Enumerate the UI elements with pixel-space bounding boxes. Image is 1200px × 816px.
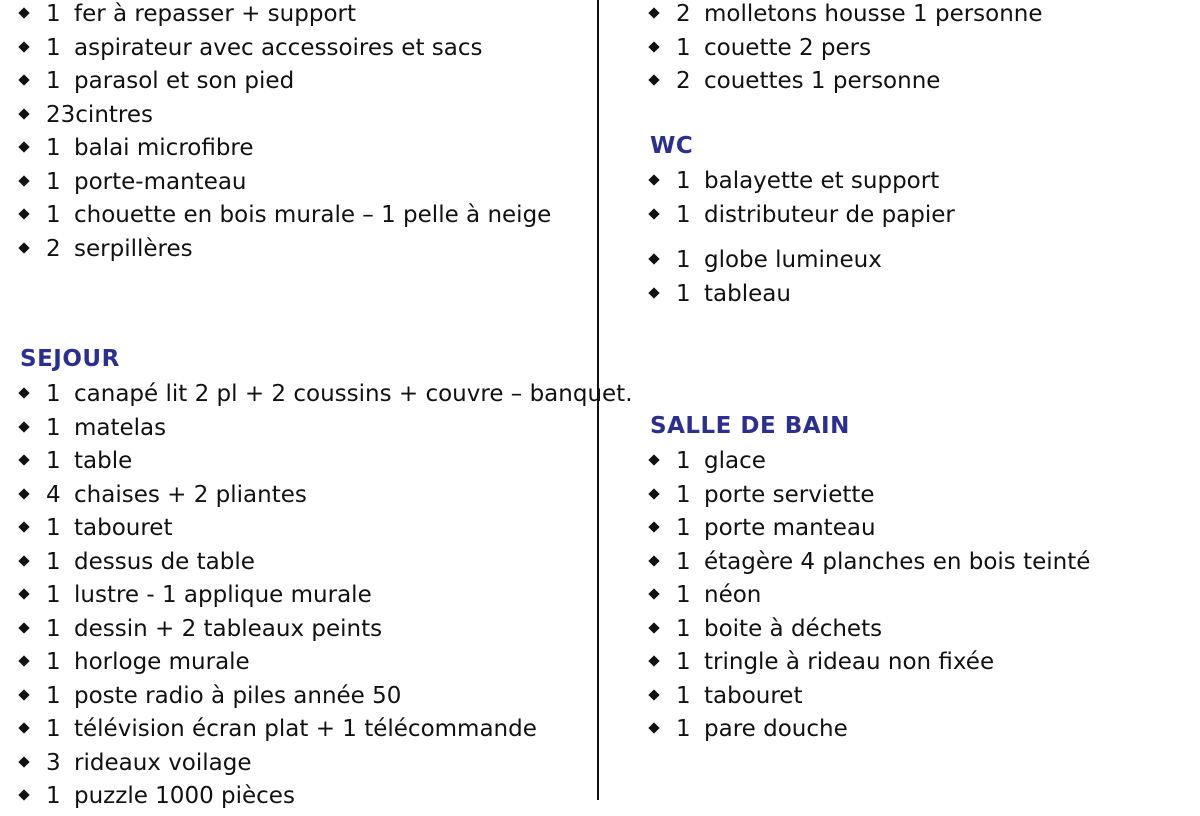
item-label: canapé lit 2 pl + 2 coussins + couvre – banquet. [74,381,633,407]
wc-list-part2 [650,246,882,313]
list-item [650,447,1090,481]
item-label: tableau [704,280,791,307]
item-label: dessus de table [74,548,255,575]
item-label: étagère 4 planches en bois teinté [704,548,1091,575]
item-quantity: 1 [46,716,61,742]
item-label: balai microfibre [74,135,254,161]
list-item [20,514,633,548]
list-item [20,0,551,34]
diamond-bullet-icon [18,41,29,52]
list-item [650,67,1043,101]
diamond-bullet-icon [648,588,659,599]
list-item [20,548,633,582]
list-item [650,715,1090,749]
item-label: couettes 1 personne [704,68,941,94]
diamond-bullet-icon [18,74,29,85]
diamond-bullet-icon [18,588,29,599]
item-quantity: 1 [46,168,61,195]
diamond-bullet-icon [648,622,659,633]
list-item [650,581,1090,615]
item-quantity: 2 [46,235,61,262]
item-label: tabouret [74,515,173,541]
item-quantity: 1 [676,682,691,709]
item-quantity: 1 [676,201,691,228]
item-quantity: 1 [46,548,61,575]
list-item [20,101,551,135]
list-item [650,514,1090,548]
item-quantity: 1 [46,448,61,474]
item-quantity: 1 [676,615,691,642]
diamond-bullet-icon [648,174,659,185]
section-heading-salle-de-bain: SALLE DE BAIN [650,413,850,439]
item-quantity: 1 [676,649,691,675]
diamond-bullet-icon [18,454,29,465]
item-quantity: 1 [676,716,691,742]
item-label: pare douche [704,716,848,742]
item-quantity: 1 [676,548,691,575]
diamond-bullet-icon [648,208,659,219]
diamond-bullet-icon [18,7,29,18]
item-label: boite à déchets [704,615,883,642]
item-label: chouette en bois murale – 1 pelle à neige [74,202,552,228]
diamond-bullet-icon [18,555,29,566]
section-heading-wc: WC [650,133,694,159]
item-label: glace [704,448,766,474]
item-label: table [74,448,133,474]
item-label: porte manteau [704,515,876,541]
diamond-bullet-icon [18,208,29,219]
item-quantity: 1 [46,202,61,228]
item-quantity: 1 [46,615,61,642]
item-quantity: 1 [46,68,61,94]
list-item [650,34,1043,68]
list-item [20,201,551,235]
diamond-bullet-icon [648,689,659,700]
item-quantity: 1 [46,135,61,161]
item-label: puzzle 1000 pièces [74,783,295,809]
item-quantity: 1 [46,582,61,608]
item-label: tringle à rideau non fixée [704,649,995,675]
left-top-list [20,0,551,268]
diamond-bullet-icon [18,622,29,633]
list-item [650,280,882,314]
diamond-bullet-icon [18,789,29,800]
list-item [20,67,551,101]
diamond-bullet-icon [18,756,29,767]
item-label: cintres [75,101,153,128]
list-item [650,201,955,235]
diamond-bullet-icon [648,655,659,666]
diamond-bullet-icon [18,521,29,532]
list-item [20,481,633,515]
item-quantity: 1 [676,582,691,608]
diamond-bullet-icon [648,555,659,566]
item-quantity: 1 [46,649,61,675]
diamond-bullet-icon [18,108,29,119]
list-item [20,414,633,448]
list-item [20,749,633,783]
item-quantity: 1 [676,448,691,474]
salle-de-bain-list [650,447,1090,749]
item-quantity: 2 [676,68,691,94]
list-item [20,34,551,68]
item-label: tabouret [704,682,803,709]
item-label: lustre - 1 applique murale [74,582,372,608]
item-quantity: 1 [676,481,691,508]
item-label: porte-manteau [74,168,247,195]
item-quantity: 1 [46,414,61,441]
item-label: rideaux voilage [74,749,252,776]
item-quantity: 1 [46,34,61,61]
item-label: aspirateur avec accessoires et sacs [74,34,483,61]
list-item [20,134,551,168]
diamond-bullet-icon [18,421,29,432]
diamond-bullet-icon [648,41,659,52]
list-item [20,168,551,202]
list-item [20,782,633,816]
item-quantity: 4 [46,481,61,508]
sejour-list [20,380,633,816]
section-heading-sejour: SEJOUR [20,346,120,372]
item-label: molletons housse 1 personne [704,1,1043,27]
diamond-bullet-icon [18,387,29,398]
list-item [650,246,882,280]
item-quantity: 1 [676,247,691,273]
item-quantity: 1 [676,168,691,194]
diamond-bullet-icon [18,242,29,253]
item-label: serpillères [74,235,193,262]
list-item [20,447,633,481]
diamond-bullet-icon [648,253,659,264]
diamond-bullet-icon [648,722,659,733]
item-quantity: 1 [676,280,691,307]
list-item [20,615,633,649]
wc-list-part1 [650,167,955,234]
list-item [20,648,633,682]
item-quantity: 1 [46,1,61,27]
diamond-bullet-icon [18,689,29,700]
list-item [20,581,633,615]
item-label: couette 2 pers [704,34,872,61]
item-label: parasol et son pied [74,68,295,94]
diamond-bullet-icon [648,7,659,18]
list-item [20,380,633,414]
list-item [650,481,1090,515]
item-quantity: 1 [676,515,691,541]
list-item [20,235,551,269]
diamond-bullet-icon [18,655,29,666]
item-label: porte serviette [704,481,875,508]
list-item [650,648,1090,682]
list-item [650,615,1090,649]
item-label: matelas [74,414,167,441]
item-quantity: 3 [46,749,61,776]
list-item [650,0,1043,34]
item-label: fer à repasser + support [74,1,356,27]
item-label: horloge murale [74,649,250,675]
diamond-bullet-icon [648,74,659,85]
item-quantity: 1 [46,381,61,407]
item-quantity: 1 [46,515,61,541]
item-quantity: 1 [46,783,61,809]
list-item [20,715,633,749]
item-quantity: 1 [46,682,61,709]
diamond-bullet-icon [18,488,29,499]
list-item [650,682,1090,716]
item-label: néon [704,582,762,608]
item-label: télévision écran plat + 1 télécommande [74,716,537,742]
diamond-bullet-icon [648,454,659,465]
item-label: distributeur de papier [704,201,955,228]
item-quantity: 2 [676,1,691,27]
diamond-bullet-icon [18,175,29,186]
list-item [20,682,633,716]
diamond-bullet-icon [648,287,659,298]
item-label: chaises + 2 pliantes [74,481,307,508]
item-quantity: 23 [46,101,76,128]
diamond-bullet-icon [18,722,29,733]
list-item [650,167,955,201]
item-label: poste radio à piles année 50 [74,682,402,709]
diamond-bullet-icon [648,521,659,532]
item-label: dessin + 2 tableaux peints [74,615,383,642]
right-top-list [650,0,1043,101]
item-label: balayette et support [704,168,940,194]
item-quantity: 1 [676,34,691,61]
diamond-bullet-icon [18,141,29,152]
list-item [650,548,1090,582]
diamond-bullet-icon [648,488,659,499]
item-label: globe lumineux [704,247,882,273]
